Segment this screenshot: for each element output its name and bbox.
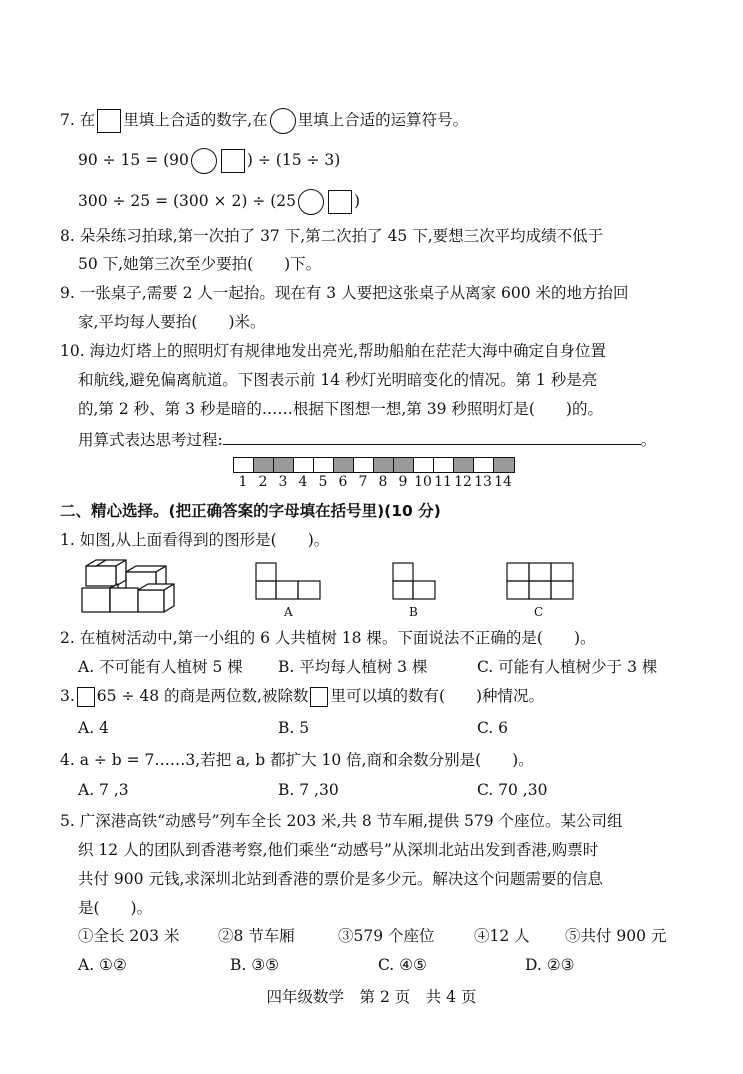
- page-footer: 四年级数学 第 2 页 共 4 页: [266, 988, 477, 1006]
- strip-number: 1: [238, 474, 248, 490]
- s2q5-info-4: ④12 人: [474, 927, 530, 945]
- section-2-heading: 二、精心选择。(把正确答案的字母填在括号里)(10 分): [60, 502, 441, 520]
- answer-square[interactable]: [221, 149, 245, 173]
- s2q5-option-a[interactable]: A. ①②: [78, 956, 127, 974]
- s2q5-line-3: 共付 900 元钱,求深圳北站到香港的票价是多少元。解决这个问题需要的信息: [78, 870, 603, 888]
- strip-number: 13: [474, 474, 492, 490]
- strip-number: 6: [338, 474, 348, 490]
- light-strip-numbers: [233, 474, 513, 490]
- light-cell-bright: [234, 458, 254, 472]
- q10-line-1: 10. 海边灯塔上的照明灯有规律地发出亮光,帮助船舶在茫茫大海中确定自身位置: [60, 342, 607, 360]
- answer-circle[interactable]: [191, 148, 217, 174]
- q7-stem: 7. 在 里填上合适的数字,在 里填上合适的运算符号。: [60, 108, 468, 134]
- strip-number: 14: [494, 474, 512, 490]
- strip-number: 3: [278, 474, 288, 490]
- light-cell-dark: [454, 458, 474, 472]
- strip-number: 10: [414, 474, 432, 490]
- s2q3-option-a[interactable]: A. 4: [78, 719, 109, 737]
- answer-circle[interactable]: [298, 189, 324, 215]
- blank-square-icon: [77, 687, 95, 707]
- answer-square[interactable]: [328, 190, 352, 214]
- option-a-figure: [254, 561, 324, 601]
- light-cell-bright: [294, 458, 314, 472]
- light-cell-bright: [474, 458, 494, 472]
- s2q1-stem: 1. 如图,从上面看得到的图形是( )。: [60, 531, 330, 549]
- s2q5-option-d[interactable]: D. ②③: [525, 956, 575, 974]
- option-c-label[interactable]: C: [534, 605, 544, 619]
- s2q5-info-2: ②8 节车厢: [218, 927, 295, 945]
- s2q4-stem: 4. a ÷ b = 7……3,若把 a, b 都扩大 10 倍,商和余数分别是( )。: [60, 751, 534, 769]
- s2q2-option-c[interactable]: C. 可能有人植树少于 3 棵: [477, 658, 658, 676]
- option-a-label[interactable]: A: [284, 605, 293, 619]
- q8-line-2: 50 下,她第三次至少要拍( )下。: [78, 255, 322, 273]
- light-cell-dark: [374, 458, 394, 472]
- s2q5-line-4: 是( )。: [78, 899, 153, 917]
- s2q4-option-b[interactable]: B. 7 ,30: [278, 781, 339, 799]
- option-b-label[interactable]: B: [409, 605, 418, 619]
- light-cell-dark: [254, 458, 274, 472]
- q10-line-3: 的,第 2 秒、第 3 秒是暗的……根据下图想一想,第 39 秒照明灯是( )的。: [78, 400, 603, 418]
- blank-circle-icon: [270, 108, 296, 134]
- light-cell-dark: [274, 458, 294, 472]
- cube-stack-figure: [78, 558, 188, 616]
- light-cell-bright: [414, 458, 434, 472]
- s2q5-line-2: 织 12 人的团队到香港考察,他们乘坐“动感号”从深圳北站出发到香港,购票时: [78, 841, 599, 859]
- q9-line-1: 9. 一张桌子,需要 2 人一起抬。现在有 3 人要把这张桌子从离家 600 米的地方抬回: [60, 284, 629, 302]
- s2q3-option-b[interactable]: B. 5: [278, 719, 310, 737]
- q7-equation-2: 300 ÷ 25 = (300 × 2) ÷ (25 ): [78, 189, 360, 215]
- s2q5-info-1: ①全长 203 米: [78, 927, 180, 945]
- s2q4-option-c[interactable]: C. 70 ,30: [477, 781, 548, 799]
- s2q2-option-a[interactable]: A. 不可能有人植树 5 棵: [78, 658, 243, 676]
- s2q3-option-c[interactable]: C. 6: [477, 719, 509, 737]
- option-c-figure: [505, 561, 577, 601]
- q10-line-4: 用算式表达思考过程: 。: [78, 428, 656, 450]
- light-cell-bright: [354, 458, 374, 472]
- blank-square-icon: [310, 687, 328, 707]
- s2q5-line-1: 5. 广深港高铁“动感号”列车全长 203 米,共 8 节车厢,提供 579 个座位。某公司组: [60, 812, 623, 830]
- blank-square-icon: [97, 109, 121, 133]
- light-cell-dark: [494, 458, 514, 472]
- s2q2-option-b[interactable]: B. 平均每人植树 3 棵: [278, 658, 428, 676]
- answer-line[interactable]: [223, 428, 641, 445]
- strip-number: 11: [434, 474, 452, 490]
- q7-equation-1: 90 ÷ 15 = (90 ) ÷ (15 ÷ 3): [78, 148, 340, 174]
- strip-number: 12: [454, 474, 472, 490]
- light-cell-dark: [394, 458, 414, 472]
- light-cell-dark: [334, 458, 354, 472]
- light-cell-bright: [434, 458, 454, 472]
- strip-number: 5: [318, 474, 328, 490]
- s2q5-option-b[interactable]: B. ③⑤: [230, 956, 280, 974]
- s2q4-option-a[interactable]: A. 7 ,3: [78, 781, 129, 799]
- strip-number: 7: [358, 474, 368, 490]
- s2q3-stem: 3. 65 ÷ 48 的商是两位数,被除数 里可以填的数有( )种情况。: [60, 687, 545, 705]
- s2q5-info-3: ③579 个座位: [338, 927, 435, 945]
- q9-line-2: 家,平均每人要抬( )米。: [78, 313, 266, 331]
- strip-number: 4: [298, 474, 308, 490]
- strip-number: 9: [398, 474, 408, 490]
- light-cell-bright: [314, 458, 334, 472]
- s2q5-info-5: ⑤共付 900 元: [565, 927, 667, 945]
- option-b-figure: [391, 561, 441, 601]
- light-pattern-strip: [233, 457, 515, 473]
- s2q2-stem: 2. 在植树活动中,第一小组的 6 人共植树 18 棵。下面说法不正确的是( )。: [60, 629, 596, 647]
- s2q5-option-c[interactable]: C. ④⑤: [378, 956, 427, 974]
- strip-number: 2: [258, 474, 268, 490]
- q10-line-2: 和航线,避免偏离航道。下图表示前 14 秒灯光明暗变化的情况。第 1 秒是亮: [78, 371, 598, 389]
- q8-line-1: 8. 朵朵练习拍球,第一次拍了 37 下,第二次拍了 45 下,要想三次平均成绩不低于: [60, 227, 604, 245]
- strip-number: 8: [378, 474, 388, 490]
